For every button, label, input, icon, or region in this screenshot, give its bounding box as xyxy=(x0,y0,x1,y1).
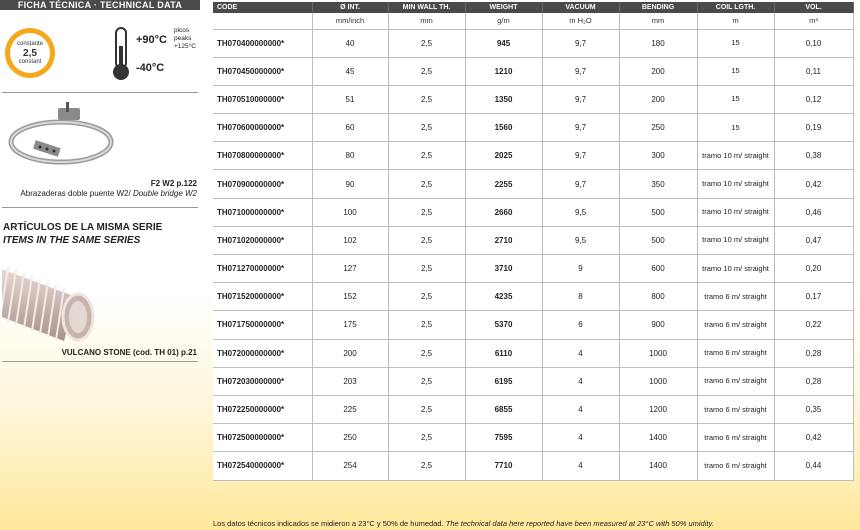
table-cell: 203 xyxy=(312,367,388,395)
table-cell: 15 xyxy=(697,57,774,85)
product-code-cell: TH072000000000* xyxy=(213,339,312,367)
table-cell: 2660 xyxy=(465,198,542,226)
table-cell: tramo 10 m/ straight xyxy=(697,226,774,254)
table-cell: 5370 xyxy=(465,311,542,339)
table-cell: 300 xyxy=(619,142,697,170)
table-row xyxy=(213,452,853,480)
series-title: ARTÍCULOS DE LA MISMA SERIE xyxy=(3,222,163,233)
table-row xyxy=(213,226,853,254)
table-cell: 4235 xyxy=(465,283,542,311)
table-cell: 9,7 xyxy=(542,114,619,142)
table-cell: 175 xyxy=(312,311,388,339)
column-header: Ø INT. xyxy=(312,2,388,13)
table-cell: 9,5 xyxy=(542,198,619,226)
table-cell: 0,20 xyxy=(774,255,853,283)
table-cell: 0,28 xyxy=(774,367,853,395)
table-cell: tramo 10 m/ straight xyxy=(697,198,774,226)
table-cell: 1400 xyxy=(619,424,697,452)
table-cell: 1000 xyxy=(619,339,697,367)
unit-cell: mm xyxy=(619,13,697,29)
table-cell: tramo 6 m/ straight xyxy=(697,283,774,311)
divider xyxy=(2,207,198,208)
table-cell: 500 xyxy=(619,226,697,254)
table-cell: 2,5 xyxy=(388,29,465,57)
table-cell: 0,42 xyxy=(774,170,853,198)
table-cell: 0,12 xyxy=(774,85,853,113)
table-row xyxy=(213,395,853,423)
series-subtitle: ITEMS IN THE SAME SERIES xyxy=(3,235,141,246)
clamp-description xyxy=(20,189,197,198)
divider xyxy=(2,361,198,362)
table-cell: 4 xyxy=(542,367,619,395)
table-row xyxy=(213,170,853,198)
table-row xyxy=(213,311,853,339)
table-cell: 127 xyxy=(312,255,388,283)
table-cell: 2,5 xyxy=(388,198,465,226)
table-cell: 2,5 xyxy=(388,85,465,113)
table-cell: 6 xyxy=(542,311,619,339)
table-cell: 60 xyxy=(312,114,388,142)
table-cell: 2255 xyxy=(465,170,542,198)
constant-value: 2,5 xyxy=(23,47,37,59)
unit-cell: mm xyxy=(388,13,465,29)
table-cell: 350 xyxy=(619,170,697,198)
table-cell: tramo 10 m/ straight xyxy=(697,255,774,283)
table-cell: 2,5 xyxy=(388,424,465,452)
peaks-en: peaks xyxy=(174,35,192,42)
table-cell: 2,5 xyxy=(388,452,465,480)
table-cell: 15 xyxy=(697,29,774,57)
table-cell: 40 xyxy=(312,29,388,57)
hose-image xyxy=(2,257,98,343)
product-code-cell: TH071520000000* xyxy=(213,283,312,311)
product-code-cell: TH070450000000* xyxy=(213,57,312,85)
table-cell: 15 xyxy=(697,114,774,142)
table-row xyxy=(213,142,853,170)
table-cell: 4 xyxy=(542,424,619,452)
table-cell: 9,7 xyxy=(542,170,619,198)
table-cell: 9,7 xyxy=(542,85,619,113)
product-code-cell: TH070510000000* xyxy=(213,85,312,113)
product-code-cell: TH071270000000* xyxy=(213,255,312,283)
table-cell: 1350 xyxy=(465,85,542,113)
table-cell: 1210 xyxy=(465,57,542,85)
table-cell: tramo 6 m/ straight xyxy=(697,339,774,367)
table-cell: 250 xyxy=(619,114,697,142)
constant-badge-inner xyxy=(10,33,50,73)
table-cell: 1000 xyxy=(619,367,697,395)
constant-label-bottom: constant xyxy=(18,58,42,65)
table-cell: 9,7 xyxy=(542,29,619,57)
table-cell: 0,44 xyxy=(774,452,853,480)
table-cell: 0,35 xyxy=(774,395,853,423)
table-cell: tramo 10 m/ straight xyxy=(697,170,774,198)
peaks-value: +125°C xyxy=(174,43,196,50)
unit-cell xyxy=(213,13,312,29)
table-row xyxy=(213,424,853,452)
table-cell: 0,42 xyxy=(774,424,853,452)
table-cell: 90 xyxy=(312,170,388,198)
unit-cell: m H₂O xyxy=(542,13,619,29)
technical-data-table xyxy=(213,2,853,481)
product-code-cell: TH072540000000* xyxy=(213,452,312,480)
table-cell: 0,19 xyxy=(774,114,853,142)
table-cell: 2025 xyxy=(465,142,542,170)
table-cell: 0,10 xyxy=(774,29,853,57)
column-header: VOL. xyxy=(774,2,853,13)
table-cell: tramo 6 m/ straight xyxy=(697,395,774,423)
table-row xyxy=(213,57,853,85)
table-cell: 3710 xyxy=(465,255,542,283)
temp-min: -40°C xyxy=(136,62,165,74)
table-cell: 1200 xyxy=(619,395,697,423)
table-cell: 2,5 xyxy=(388,226,465,254)
table-row xyxy=(213,85,853,113)
product-code-cell: TH071000000000* xyxy=(213,198,312,226)
table-cell: 9,7 xyxy=(542,142,619,170)
table-cell: 0,28 xyxy=(774,339,853,367)
table-cell: 0,17 xyxy=(774,283,853,311)
table-cell: 254 xyxy=(312,452,388,480)
table-cell: 0,22 xyxy=(774,311,853,339)
table-cell: 51 xyxy=(312,85,388,113)
table-row xyxy=(213,283,853,311)
footnote-en: The technical data here reported have been measured at 23°C with 50% umidity. xyxy=(445,519,714,528)
table-cell: 2,5 xyxy=(388,367,465,395)
constant-badge xyxy=(5,28,55,78)
thermometer-icon xyxy=(110,26,132,82)
table-cell: 2710 xyxy=(465,226,542,254)
table-cell: 200 xyxy=(619,57,697,85)
table-cell: 945 xyxy=(465,29,542,57)
table-cell: 4 xyxy=(542,339,619,367)
table-cell: 0,46 xyxy=(774,198,853,226)
product-code-cell: TH072500000000* xyxy=(213,424,312,452)
table-cell: 0,38 xyxy=(774,142,853,170)
table-cell: 2,5 xyxy=(388,395,465,423)
table-cell: 250 xyxy=(312,424,388,452)
table-cell: 45 xyxy=(312,57,388,85)
table-cell: 2,5 xyxy=(388,142,465,170)
left-panel xyxy=(0,0,200,530)
table-cell: 500 xyxy=(619,198,697,226)
table-cell: 9,5 xyxy=(542,226,619,254)
table-cell: tramo 6 m/ straight xyxy=(697,311,774,339)
table-cell: 180 xyxy=(619,29,697,57)
table-cell: 225 xyxy=(312,395,388,423)
table-cell: 2,5 xyxy=(388,170,465,198)
constant-label-top: constante xyxy=(16,40,44,47)
table-cell: 7710 xyxy=(465,452,542,480)
table-cell: 102 xyxy=(312,226,388,254)
table-cell: 200 xyxy=(619,85,697,113)
footnote xyxy=(213,519,714,528)
unit-cell: m xyxy=(697,13,774,29)
column-header: COIL LGTH. xyxy=(697,2,774,13)
table-cell: 2,5 xyxy=(388,283,465,311)
column-header: CODE xyxy=(213,2,312,13)
table-cell: 1560 xyxy=(465,114,542,142)
table-row xyxy=(213,367,853,395)
table-cell: 1400 xyxy=(619,452,697,480)
temp-peaks xyxy=(174,27,196,51)
clamp-description-en: Double bridge W2 xyxy=(132,189,197,198)
table-cell: 800 xyxy=(619,283,697,311)
table-row xyxy=(213,29,853,57)
product-code-cell: TH071750000000* xyxy=(213,311,312,339)
table-cell: tramo 6 m/ straight xyxy=(697,424,774,452)
table-row xyxy=(213,198,853,226)
column-header: MIN WALL TH. xyxy=(388,2,465,13)
table-cell: tramo 6 m/ straight xyxy=(697,452,774,480)
table-cell: 200 xyxy=(312,339,388,367)
product-code-cell: TH070600000000* xyxy=(213,114,312,142)
table-cell: 2,5 xyxy=(388,339,465,367)
table-cell: 600 xyxy=(619,255,697,283)
footnote-es: Los datos técnicos indicados se midieron a 23°C y 50% de humedad. xyxy=(213,519,444,528)
table-cell: 2,5 xyxy=(388,311,465,339)
clamp-reference: F2 W2 p.122 xyxy=(150,179,197,188)
temp-max: +90°C xyxy=(136,34,168,46)
unit-cell: g/m xyxy=(465,13,542,29)
spec-table xyxy=(213,2,854,481)
table-cell: 0,11 xyxy=(774,57,853,85)
unit-cell: mm/inch xyxy=(312,13,388,29)
table-cell: 0,47 xyxy=(774,226,853,254)
table-cell: 100 xyxy=(312,198,388,226)
product-code-cell: TH071020000000* xyxy=(213,226,312,254)
table-cell: 9,7 xyxy=(542,57,619,85)
hose-reference: VULCANO STONE (cod. TH 01) p.21 xyxy=(61,348,197,357)
product-code-cell: TH070800000000* xyxy=(213,142,312,170)
table-row xyxy=(213,255,853,283)
product-code-cell: TH072030000000* xyxy=(213,367,312,395)
table-cell: 80 xyxy=(312,142,388,170)
table-cell: 7595 xyxy=(465,424,542,452)
table-cell: tramo 10 m/ straight xyxy=(697,142,774,170)
table-cell: 15 xyxy=(697,85,774,113)
table-row xyxy=(213,339,853,367)
product-code-cell: TH070400000000* xyxy=(213,29,312,57)
units-row xyxy=(213,13,853,29)
table-cell: 900 xyxy=(619,311,697,339)
table-cell: 2,5 xyxy=(388,114,465,142)
unit-cell: m³ xyxy=(774,13,853,29)
table-cell: 6110 xyxy=(465,339,542,367)
table-cell: 4 xyxy=(542,395,619,423)
table-cell: 2,5 xyxy=(388,255,465,283)
column-header: BENDING xyxy=(619,2,697,13)
table-cell: 152 xyxy=(312,283,388,311)
peaks-es: picos xyxy=(174,27,190,34)
table-cell: tramo 6 m/ straight xyxy=(697,367,774,395)
table-cell: 4 xyxy=(542,452,619,480)
product-code-cell: TH072250000000* xyxy=(213,395,312,423)
divider xyxy=(2,92,198,93)
section-header: FICHA TÉCNICA · TECHNICAL DATA xyxy=(0,0,200,10)
table-header-row xyxy=(213,2,853,13)
table-cell: 2,5 xyxy=(388,57,465,85)
column-header: VACUUM xyxy=(542,2,619,13)
table-cell: 9 xyxy=(542,255,619,283)
clamp-image xyxy=(6,100,116,170)
table-cell: 8 xyxy=(542,283,619,311)
table-row xyxy=(213,114,853,142)
table-cell: 6195 xyxy=(465,367,542,395)
table-cell: 6855 xyxy=(465,395,542,423)
product-code-cell: TH070900000000* xyxy=(213,170,312,198)
clamp-description-es: Abrazaderas doble puente W2/ xyxy=(20,189,131,198)
column-header: WEIGHT xyxy=(465,2,542,13)
